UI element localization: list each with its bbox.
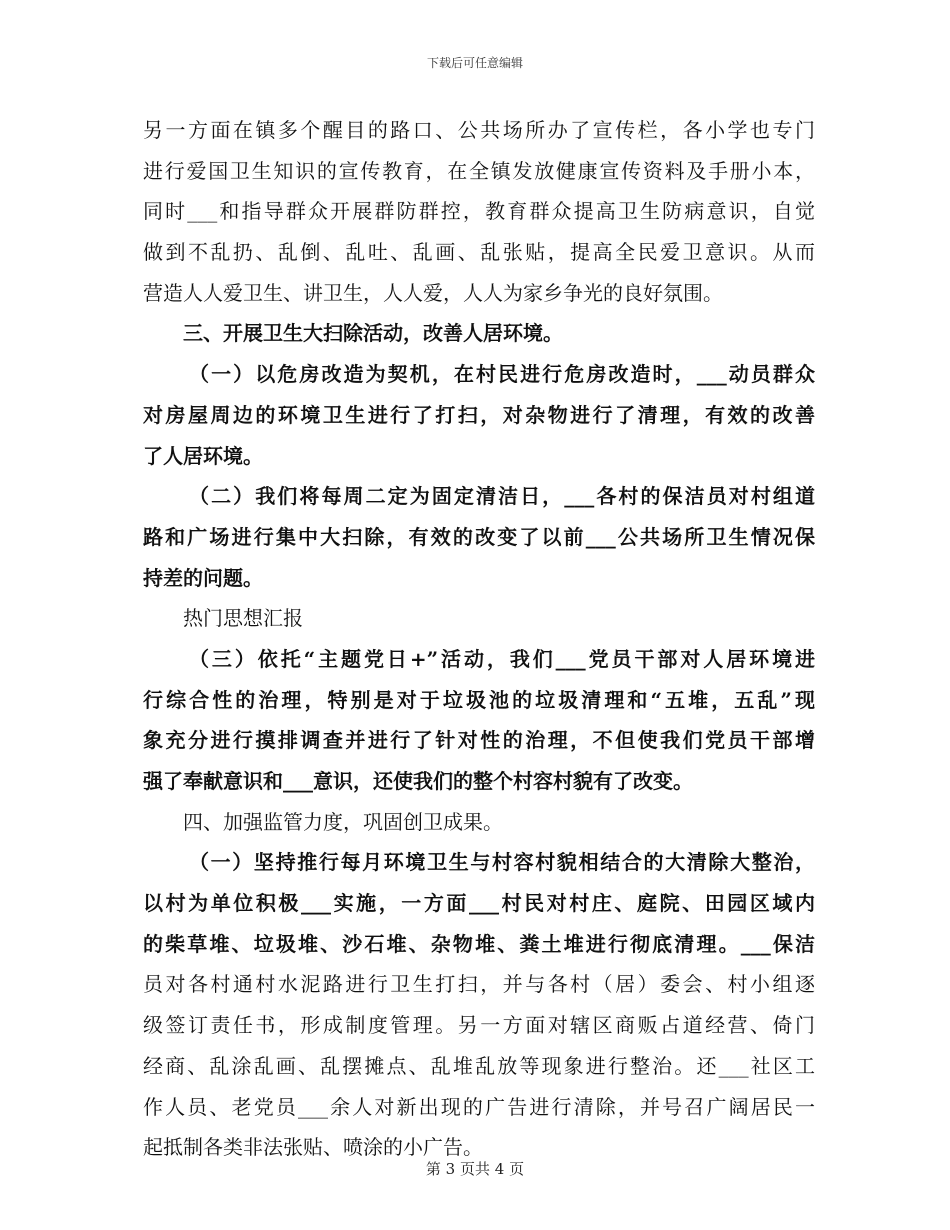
text-line: （一）坚持推行每月环境卫生与村容村貌相结合的大清除大整治， bbox=[189, 850, 815, 875]
text-line: 营造人人爱卫生、讲卫生，人人爱，人人为家乡争光的良好氛围。 bbox=[143, 280, 723, 305]
section-heading: 四、加强监管力度，巩固创卫成果。 bbox=[183, 809, 503, 834]
inline-ad-text: 热门思想汇报 bbox=[183, 606, 303, 631]
text-line: 了人居环境。 bbox=[143, 443, 263, 468]
text-line: （一）以危房改造为契机，在村民进行危房改造时，___动员群众 bbox=[189, 362, 815, 387]
text-line: 持差的问题。 bbox=[143, 565, 263, 590]
text-line: 做到不乱扔、乱倒、乱吐、乱画、乱张贴，提高全民爱卫意识。从而 bbox=[143, 240, 815, 265]
text-line: 路和广场进行集中大扫除，有效的改变了以前___公共场所卫生情况保 bbox=[143, 524, 815, 549]
text-line: 强了奉献意识和___意识，还使我们的整个村容村貌有了改变。 bbox=[143, 769, 693, 793]
text-line: 同时___和指导群众开展群防群控，教育群众提高卫生防病意识，自觉 bbox=[143, 199, 815, 224]
section-heading: 三、开展卫生大扫除活动，改善人居环境。 bbox=[183, 321, 563, 346]
text-line: （三）依托“主题党日+”活动，我们___党员干部对人居环境进 bbox=[189, 646, 815, 671]
page-header-note: 下载后可任意编辑 bbox=[426, 56, 523, 70]
text-line: 级签订责任书，形成制度管理。另一方面对辖区商贩占道经营、倚门 bbox=[143, 1013, 815, 1038]
text-line: （二）我们将每周二定为固定清洁日，___各村的保洁员对村组道 bbox=[189, 484, 815, 509]
text-line: 另一方面在镇多个醒目的路口、公共场所办了宣传栏，各小学也专门 bbox=[143, 118, 815, 142]
text-line: 作人员、老党员___余人对新出现的广告进行清除，并号召广阔居民一 bbox=[143, 1094, 815, 1119]
text-line: 起抵制各类非法张贴、喷涂的小广告。 bbox=[143, 1135, 483, 1160]
text-line: 经商、乱涂乱画、乱摆摊点、乱堆乱放等现象进行整治。还___社区工 bbox=[143, 1053, 815, 1078]
text-line: 以村为单位积极___实施，一方面___村民对村庄、庭院、田园区域内 bbox=[143, 891, 815, 916]
document-body bbox=[143, 110, 815, 1168]
text-line: 象充分进行摸排调查并进行了针对性的治理，不但使我们党员干部增 bbox=[143, 728, 815, 753]
text-line: 进行爱国卫生知识的宣传教育，在全镇发放健康宣传资料及手册小本， bbox=[143, 158, 815, 183]
text-line: 对房屋周边的环境卫生进行了打扫，对杂物进行了清理，有效的改善 bbox=[143, 402, 815, 427]
page-number: 第 3 页共 4 页 bbox=[425, 1160, 525, 1178]
text-line: 员对各村通村水泥路进行卫生打扫，并与各村（居）委会、村小组逐 bbox=[143, 972, 815, 997]
text-line: 行综合性的治理，特别是对于垃圾池的垃圾清理和“五堆，五乱”现 bbox=[143, 687, 815, 712]
text-line: 的柴草堆、垃圾堆、沙石堆、杂物堆、粪土堆进行彻底清理。___保洁 bbox=[143, 931, 815, 956]
